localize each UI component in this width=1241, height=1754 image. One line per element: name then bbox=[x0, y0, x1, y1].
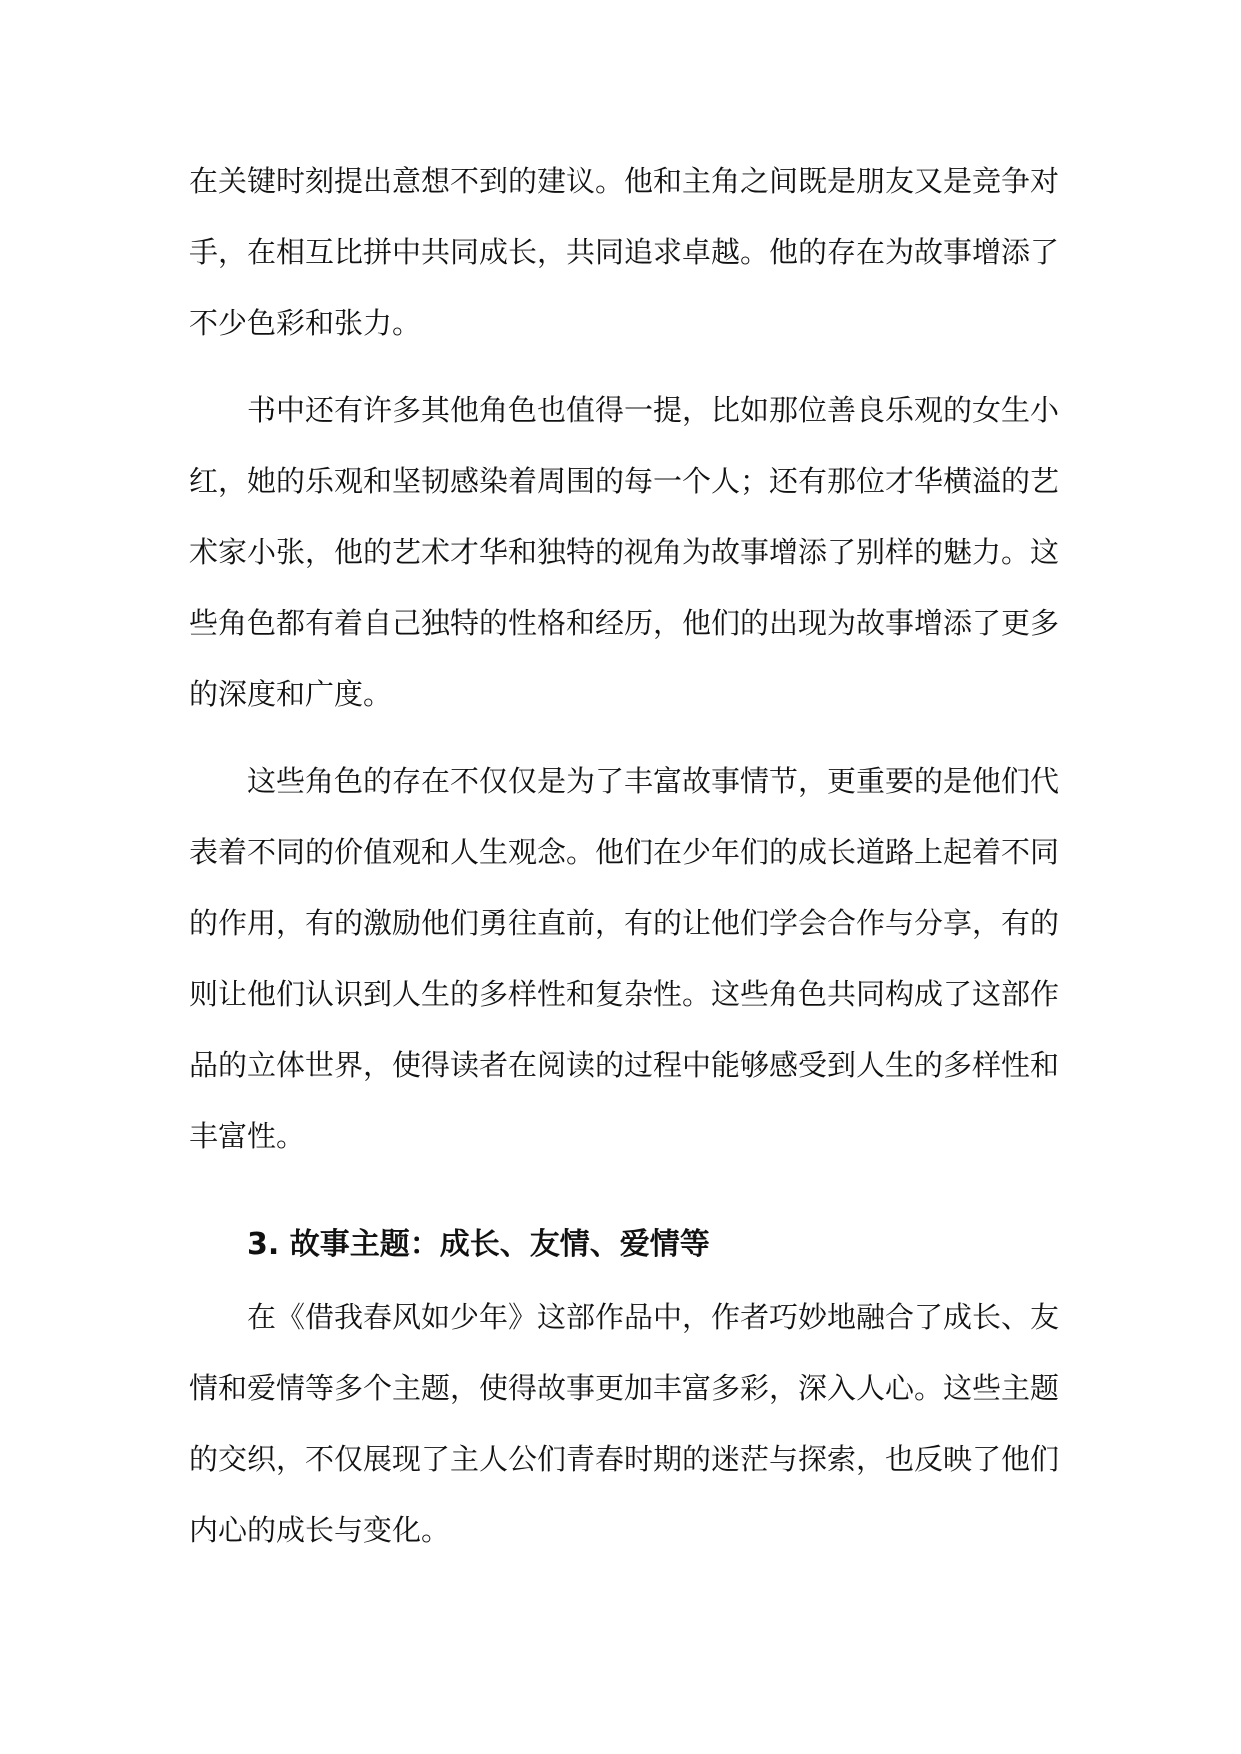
paragraph-spacer bbox=[189, 730, 1055, 746]
text-line: 丰富性。 bbox=[189, 1119, 306, 1153]
text-line: 术家小张，他的艺术才华和独特的视角为故事增添了别样的魅力。这 bbox=[189, 535, 1060, 569]
text-line: 在关键时刻提出意想不到的建议。他和主角之间既是朋友又是竞争对 bbox=[189, 164, 1060, 198]
text-line: 则让他们认识到人生的多样性和复杂性。这些角色共同构成了这部作 bbox=[189, 977, 1060, 1011]
text-line: 内心的成长与变化。 bbox=[189, 1513, 451, 1547]
text-line: 些角色都有着自己独特的性格和经历，他们的出现为故事增添了更多 bbox=[189, 606, 1060, 640]
text-line: 红，她的乐观和坚韧感染着周围的每一个人；还有那位才华横溢的艺 bbox=[189, 464, 1060, 498]
paragraph bbox=[189, 746, 1060, 1172]
text-line: 这些角色的存在不仅仅是为了丰富故事情节，更重要的是他们代 bbox=[247, 764, 1060, 798]
text-line: 品的立体世界，使得读者在阅读的过程中能够感受到人生的多样性和 bbox=[189, 1048, 1060, 1082]
text-line: 的深度和广度。 bbox=[189, 677, 393, 711]
text-line: 手，在相互比拼中共同成长，共同追求卓越。他的存在为故事增添了 bbox=[189, 235, 1060, 269]
text-line: 的交织，不仅展现了主人公们青春时期的迷茫与探索，也反映了他们 bbox=[189, 1442, 1060, 1476]
paragraph-spacer bbox=[189, 359, 1055, 375]
text-line: 表着不同的价值观和人生观念。他们在少年们的成长道路上起着不同 bbox=[189, 835, 1060, 869]
text-line: 不少色彩和张力。 bbox=[189, 306, 422, 340]
paragraph bbox=[189, 375, 1060, 730]
section-heading: 3. 故事主题：成长、友情、爱情等 bbox=[247, 1227, 710, 1262]
section-spacer bbox=[189, 1172, 1055, 1208]
text-line: 书中还有许多其他角色也值得一提，比如那位善良乐观的女生小 bbox=[247, 393, 1060, 427]
page-content bbox=[189, 146, 1060, 1566]
text-line: 在《借我春风如少年》这部作品中，作者巧妙地融合了成长、友 bbox=[247, 1300, 1060, 1334]
text-line: 情和爱情等多个主题，使得故事更加丰富多彩，深入人心。这些主题 bbox=[189, 1371, 1060, 1405]
paragraph bbox=[189, 1282, 1060, 1566]
text-line: 的作用，有的激励他们勇往直前，有的让他们学会合作与分享，有的 bbox=[189, 906, 1060, 940]
paragraph bbox=[189, 146, 1060, 359]
